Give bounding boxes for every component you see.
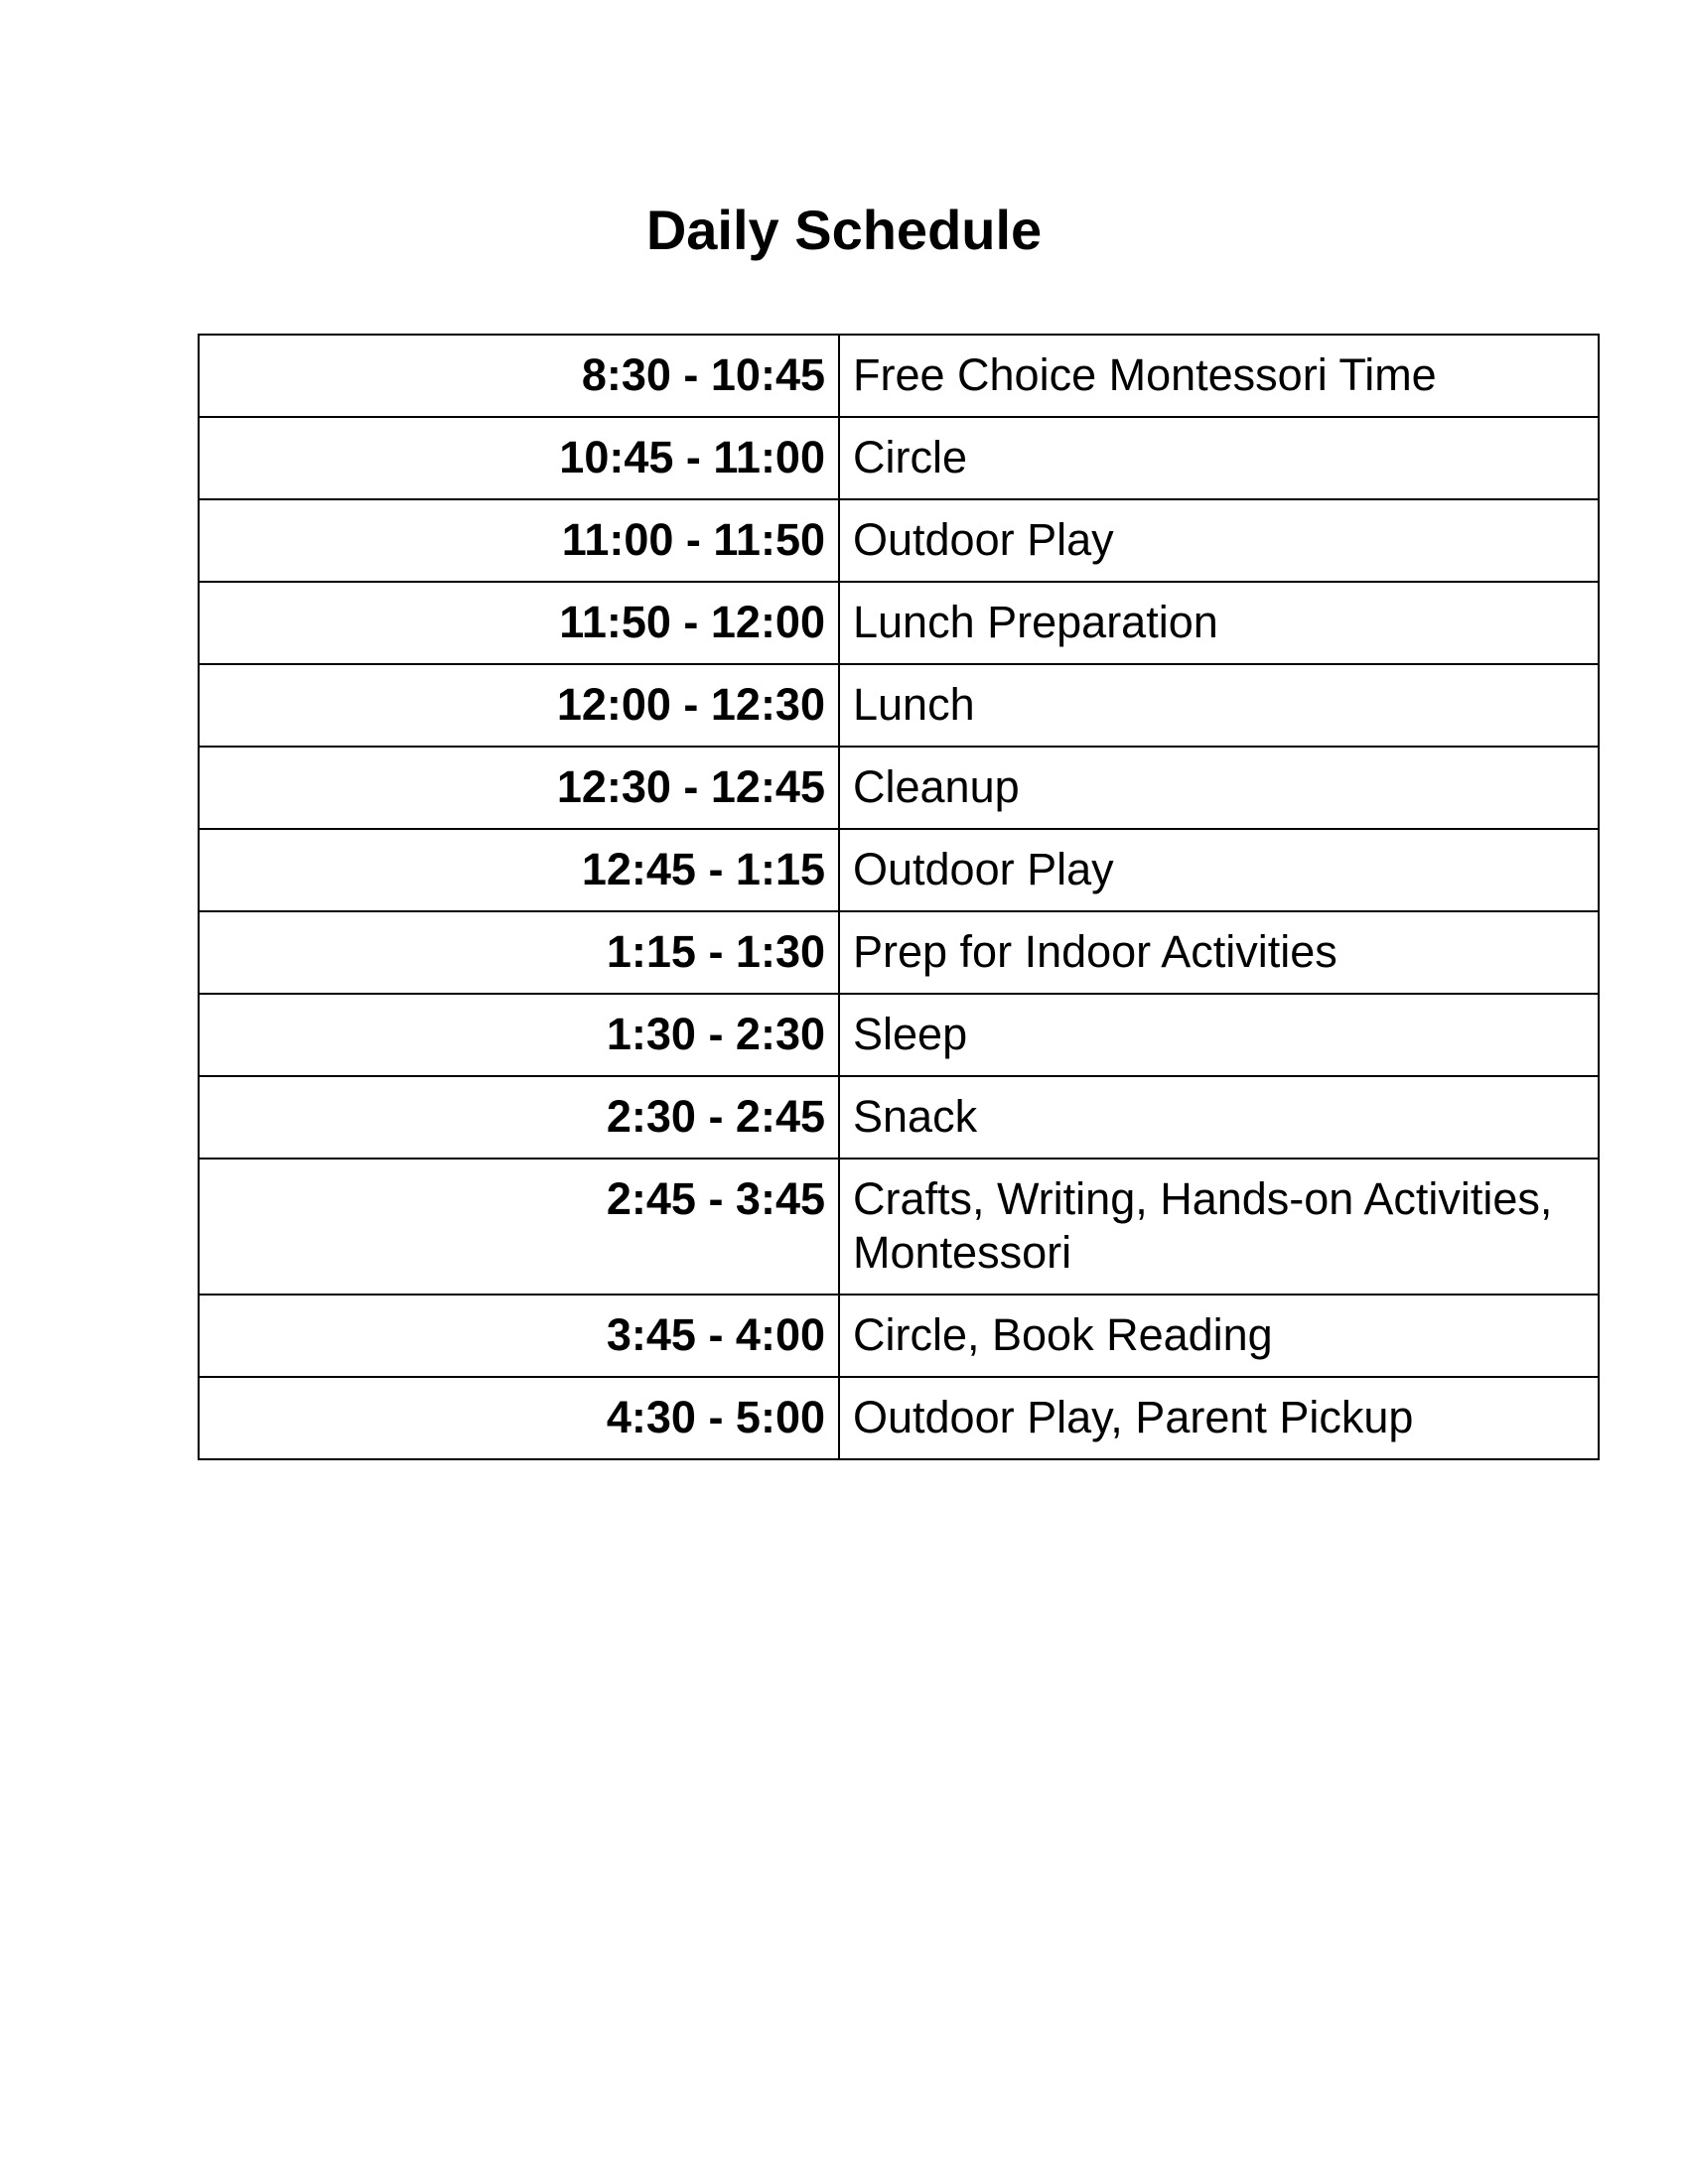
activity-cell: Crafts, Writing, Hands-on Activities, Montessori (839, 1159, 1599, 1295)
table-row (199, 582, 1599, 664)
activity-cell: Free Choice Montessori Time (839, 335, 1599, 417)
table-row (199, 747, 1599, 829)
time-cell: 11:50 - 12:00 (199, 582, 839, 664)
time-cell: 11:00 - 11:50 (199, 499, 839, 582)
activity-cell: Circle (839, 417, 1599, 499)
time-cell: 12:45 - 1:15 (199, 829, 839, 911)
page-title: Daily Schedule (645, 199, 1043, 261)
table-row (199, 1159, 1599, 1295)
table-row (199, 994, 1599, 1076)
activity-cell: Outdoor Play (839, 829, 1599, 911)
time-cell: 1:15 - 1:30 (199, 911, 839, 994)
time-cell: 1:30 - 2:30 (199, 994, 839, 1076)
schedule-table (198, 334, 1600, 1460)
time-cell: 12:30 - 12:45 (199, 747, 839, 829)
activity-cell: Prep for Indoor Activities (839, 911, 1599, 994)
time-cell: 4:30 - 5:00 (199, 1377, 839, 1459)
activity-cell: Circle, Book Reading (839, 1295, 1599, 1377)
time-cell: 10:45 - 11:00 (199, 417, 839, 499)
table-row (199, 911, 1599, 994)
activity-cell: Outdoor Play, Parent Pickup (839, 1377, 1599, 1459)
table-row (199, 829, 1599, 911)
table-row (199, 335, 1599, 417)
activity-cell: Cleanup (839, 747, 1599, 829)
table-row (199, 1295, 1599, 1377)
activity-cell: Outdoor Play (839, 499, 1599, 582)
table-row (199, 417, 1599, 499)
time-cell: 2:30 - 2:45 (199, 1076, 839, 1159)
activity-cell: Lunch Preparation (839, 582, 1599, 664)
table-row (199, 664, 1599, 747)
time-cell: 8:30 - 10:45 (199, 335, 839, 417)
table-row (199, 1076, 1599, 1159)
time-cell: 2:45 - 3:45 (199, 1159, 839, 1295)
activity-cell: Sleep (839, 994, 1599, 1076)
table-row (199, 1377, 1599, 1459)
activity-cell: Snack (839, 1076, 1599, 1159)
activity-cell: Lunch (839, 664, 1599, 747)
table-row (199, 499, 1599, 582)
time-cell: 3:45 - 4:00 (199, 1295, 839, 1377)
time-cell: 12:00 - 12:30 (199, 664, 839, 747)
